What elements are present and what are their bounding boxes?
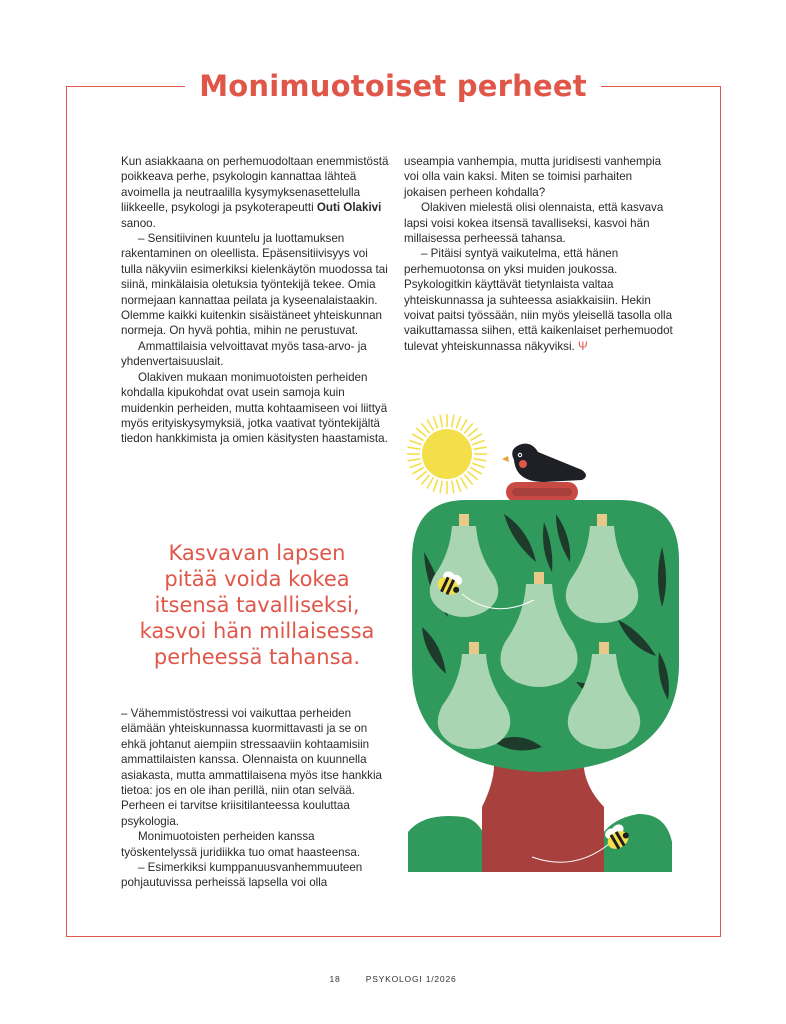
sun-ray bbox=[409, 463, 421, 467]
sun-ray bbox=[461, 477, 468, 488]
pull-quote-line: kasvoi hän millaisessa bbox=[139, 619, 375, 643]
sun-ray bbox=[416, 428, 426, 436]
tree-illustration bbox=[404, 412, 694, 902]
pull-quote-line: perheessä tahansa. bbox=[153, 645, 361, 669]
sun-ray bbox=[408, 447, 421, 449]
pull-quote bbox=[118, 540, 396, 670]
sun-ray bbox=[433, 416, 437, 428]
end-mark: Ψ bbox=[578, 339, 588, 353]
page-footer bbox=[0, 974, 786, 984]
sun-ray bbox=[464, 475, 472, 485]
column-left-top bbox=[121, 154, 389, 447]
bush-left bbox=[408, 816, 492, 872]
sun-ray bbox=[412, 434, 423, 441]
paragraph-text: sanoo. bbox=[121, 216, 156, 230]
article-title: Monimuotoiset perheet bbox=[185, 66, 601, 106]
sun-ray bbox=[416, 471, 426, 479]
sun-ray bbox=[433, 479, 437, 491]
sun-ray bbox=[474, 459, 487, 461]
sun-ray bbox=[421, 423, 429, 433]
paragraph: Ammattilaisia velvoittavat myös tasa-arvo- ja yhdenvertaisuuslait. bbox=[121, 339, 367, 369]
sun-ray bbox=[472, 440, 484, 444]
sun-ray bbox=[440, 481, 442, 494]
sun-icon bbox=[407, 414, 487, 494]
sun-ray bbox=[468, 428, 478, 436]
tree-illustration-svg bbox=[404, 412, 694, 902]
paragraph: – Esimerkiksi kumppanuusvanhemmuuteen pohjautuvissa perheissä lapsella voi olla bbox=[121, 861, 363, 890]
paragraph: – Sensitiivinen kuuntelu ja luottamuksen rakentaminen on oleellista. Epäsensitiivisyys voi tulla näkyviin esimerkiksi kielenkäytön muodossa tai siinä, minkälaisia oletuksia työntekijä tekee. Omia normejaan kannattaa peilata ja kyseenalaistaakin. Olemme kaikki kuitenkin sisäistäneet yhteiskunnan normeja. On hyvä pohtia, mihin ne perustuvat. bbox=[121, 232, 388, 338]
paragraph-text: Kun asiakkaana on perhemuodoltaan enemmistöstä poikkeava perhe, psykologin kannattaa lähteä avoimella ja neutraalilla kysymyksenasettelulla liikkeelle, psykologi ja psykoterapeutti bbox=[121, 155, 389, 215]
sun-ray bbox=[452, 481, 454, 494]
sun-ray bbox=[440, 415, 442, 428]
sun-ray bbox=[427, 477, 434, 488]
sun-ray bbox=[474, 447, 487, 449]
sun-ray bbox=[456, 416, 460, 428]
sun-ray bbox=[468, 471, 478, 479]
sun-ray bbox=[456, 479, 460, 491]
paragraph bbox=[404, 246, 674, 354]
paragraph: Olakiven mukaan monimuotoisten perheiden kohdalla kipukohdat ovat usein samoja kuin muidenkin perheiden, mutta kohtaamiseen voi liittyä myös erityiskysymyksiä, jotka vaativat työntekijältä tiedon hankkimista ja omien käsitysten haastamista. bbox=[121, 370, 388, 446]
sun-ray bbox=[470, 434, 481, 441]
sun-ray bbox=[452, 415, 454, 428]
sun-ray bbox=[409, 440, 421, 444]
title-wrap bbox=[0, 66, 786, 106]
paragraph: useampia vanhempia, mutta juridisesti vanhempia voi olla vain kaksi. Miten se toimisi parhaiten jokaisen perheen kohdalla? bbox=[404, 155, 662, 199]
pull-quote-line: itsensä tavalliseksi, bbox=[154, 593, 360, 617]
sun-ray bbox=[464, 423, 472, 433]
person-name: Outi Olakivi bbox=[316, 201, 382, 215]
sun-ray bbox=[461, 419, 468, 430]
column-left-bottom bbox=[121, 706, 389, 891]
page-number: 18 bbox=[329, 974, 341, 984]
bird-icon bbox=[502, 444, 586, 482]
paragraph: – Vähemmistöstressi voi vaikuttaa perheiden elämään yhteiskunnassa kuormittavasti ja se on ehkä johtanut aiempiin stressaaviin kohtaamisiin ammattilaisten kanssa. Olennaista on kuunnella asiakasta, mutta ammattilaisena myös itse hankkia tietoa: jos en ole ihan perillä, niin otan selvää. Perheen ei tarvitse kriisitilanteessa kouluttaa psykologia. bbox=[121, 707, 382, 828]
sun-ray bbox=[472, 463, 484, 467]
sun-ray bbox=[408, 459, 421, 461]
sun-ray bbox=[470, 468, 481, 475]
column-right bbox=[404, 154, 674, 354]
sun-ray bbox=[427, 419, 434, 430]
pull-quote-line: Kasvavan lapsen bbox=[168, 541, 346, 565]
pull-quote-line: pitää voida kokea bbox=[164, 567, 350, 591]
paragraph bbox=[121, 154, 389, 231]
paragraph-text: – Pitäisi syntyä vaikutelma, että hänen perhemuotonsa on yksi muiden joukossa. Psykologitkin käyttävät tietynlaista valtaa yhteiskunnassa ja suhteessa asiakkaisiin. Hekin voivat paitsi työssään, niin myös yleisellä tasolla olla vaikuttamassa siihen, että kaikenlaiset perhemuodot tulevat yhteiskunnassa näkyviksi. bbox=[404, 247, 673, 353]
paragraph: Monimuotoisten perheiden kanssa työskentelyssä juridiikka tuo omat haasteensa. bbox=[121, 830, 361, 859]
paragraph: Olakiven mielestä olisi olennaista, että kasvava lapsi voisi kokea itsensä tavalliseksi, kasvoi hän millaisessa perheessä tahansa. bbox=[404, 201, 664, 246]
magazine-issue: PSYKOLOGI 1/2026 bbox=[365, 974, 457, 984]
sun-ray bbox=[421, 475, 429, 485]
bird-perch-inner bbox=[512, 488, 572, 496]
sun-ray bbox=[412, 468, 423, 475]
